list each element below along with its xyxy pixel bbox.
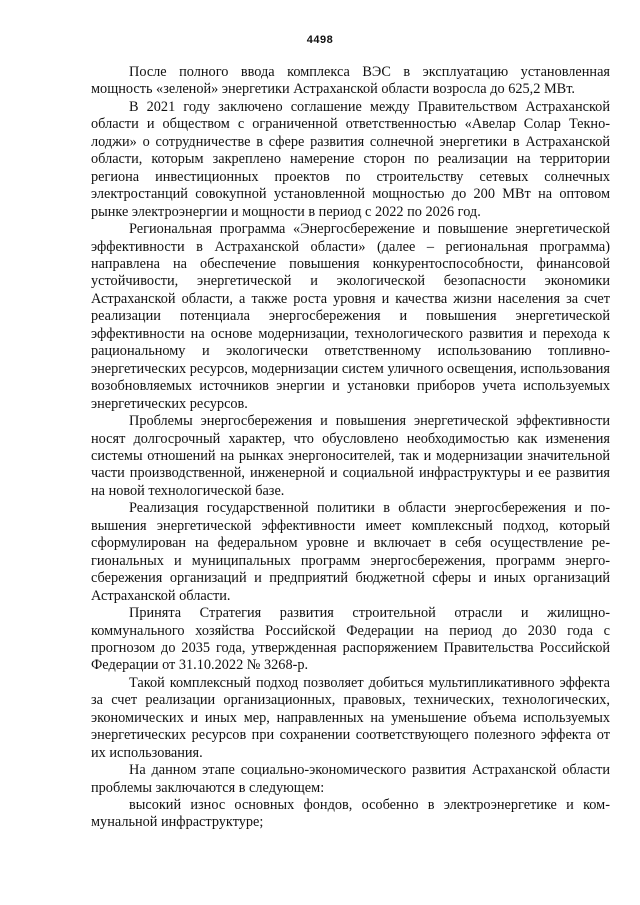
paragraph-state-policy: Реализация государственной политики в области энергосбережения и повышения энергетической эффективности имеет комплексный подход, который сформулирован на федеральном уровне и включает в себя осуществление региональных и муниципальных программ энергосбережения, программ энергосбережения организаций и предприятий бюджетной сферы и иных организаций Астраханской области.	[91, 500, 610, 604]
page-number: 4498	[306, 34, 334, 46]
paragraph-multiplicative-effect: Такой комплексный подход позволяет добиться мультипликативного эффекта за счет реализации организационных, правовых, технических, технологических, экономических и иных мер, направленных на уменьшение объема используемых энергетических ресурсов при сохранении соответствующего полезного эффекта от их использования.	[91, 674, 610, 761]
paragraph-current-stage: На данном этапе социально-экономического развития Астраханской области проблемы заключаются в следующем:	[91, 762, 610, 796]
paragraph-regional-program: Региональная программа «Энергосбережение и повышение энергетической эффективности в Астраханской области» (далее – региональная программа) направлена на обеспечение повышения конкурентоспособности, финансовой устойчивости, энергетической и экологической безопасности экономики Астраханской области, а также роста уровня и качества жизни населения за счет реализации потенциала энергосбережения и повышения энергетической эффективности на основе модернизации, технологического развития и перехода к рациональному и экологически ответственному использованию топливно-энергетических ресурсов, модернизации систем уличного освещения, использования возобновляемых источников энергии и установки приборов учета используемых энергетических ресурсов.	[91, 221, 610, 412]
paragraph-long-term-problems: Проблемы энергосбережения и повышения энергетической эффективности носят долгосрочный характер, что обусловлено необходимостью как изменения системы отношений на рынках энергоносителей, так и модернизации значительной части производственной, инженерной и социальной инфраструктуры и ее развития на новой технологической базе.	[91, 413, 610, 499]
document-body	[91, 64, 610, 832]
paragraph-solar-agreement: В 2021 году заключено соглашение между Правительством Астраханской области и обществом с ограниченной ответственностью «Авелар Солар Текнолоджи» о сотрудничестве в сфере развития солнечной энергетики в Астраханской области, которым закреплено намерение сторон по реализации на территории региона инвестиционных проектов по строительству сетевых солнечных электростанций совокупной установленной мощностью до 200 МВт на оптовом рынке электроэнергии и мощности в период с 2022 по 2026 год.	[91, 98, 610, 220]
paragraph-list-item-wear: высокий износ основных фондов, особенно в электроэнергетике и коммунальной инфраструктуре;	[91, 797, 610, 831]
paragraph-strategy-adopted: Принята Стратегия развития строительной отрасли и жилищно-коммунального хозяйства Российской Федерации на период до 2030 года с прогнозом до 2035 года, утвержденная распоряжением Правительства Российской Федерации от 31.10.2022 № 3268-р.	[91, 605, 610, 674]
paragraph-wes-capacity: После полного ввода комплекса ВЭС в эксплуатацию установленная мощность «зеленой» энергетики Астраханской области возросла до 625,2 МВт.	[91, 64, 610, 98]
